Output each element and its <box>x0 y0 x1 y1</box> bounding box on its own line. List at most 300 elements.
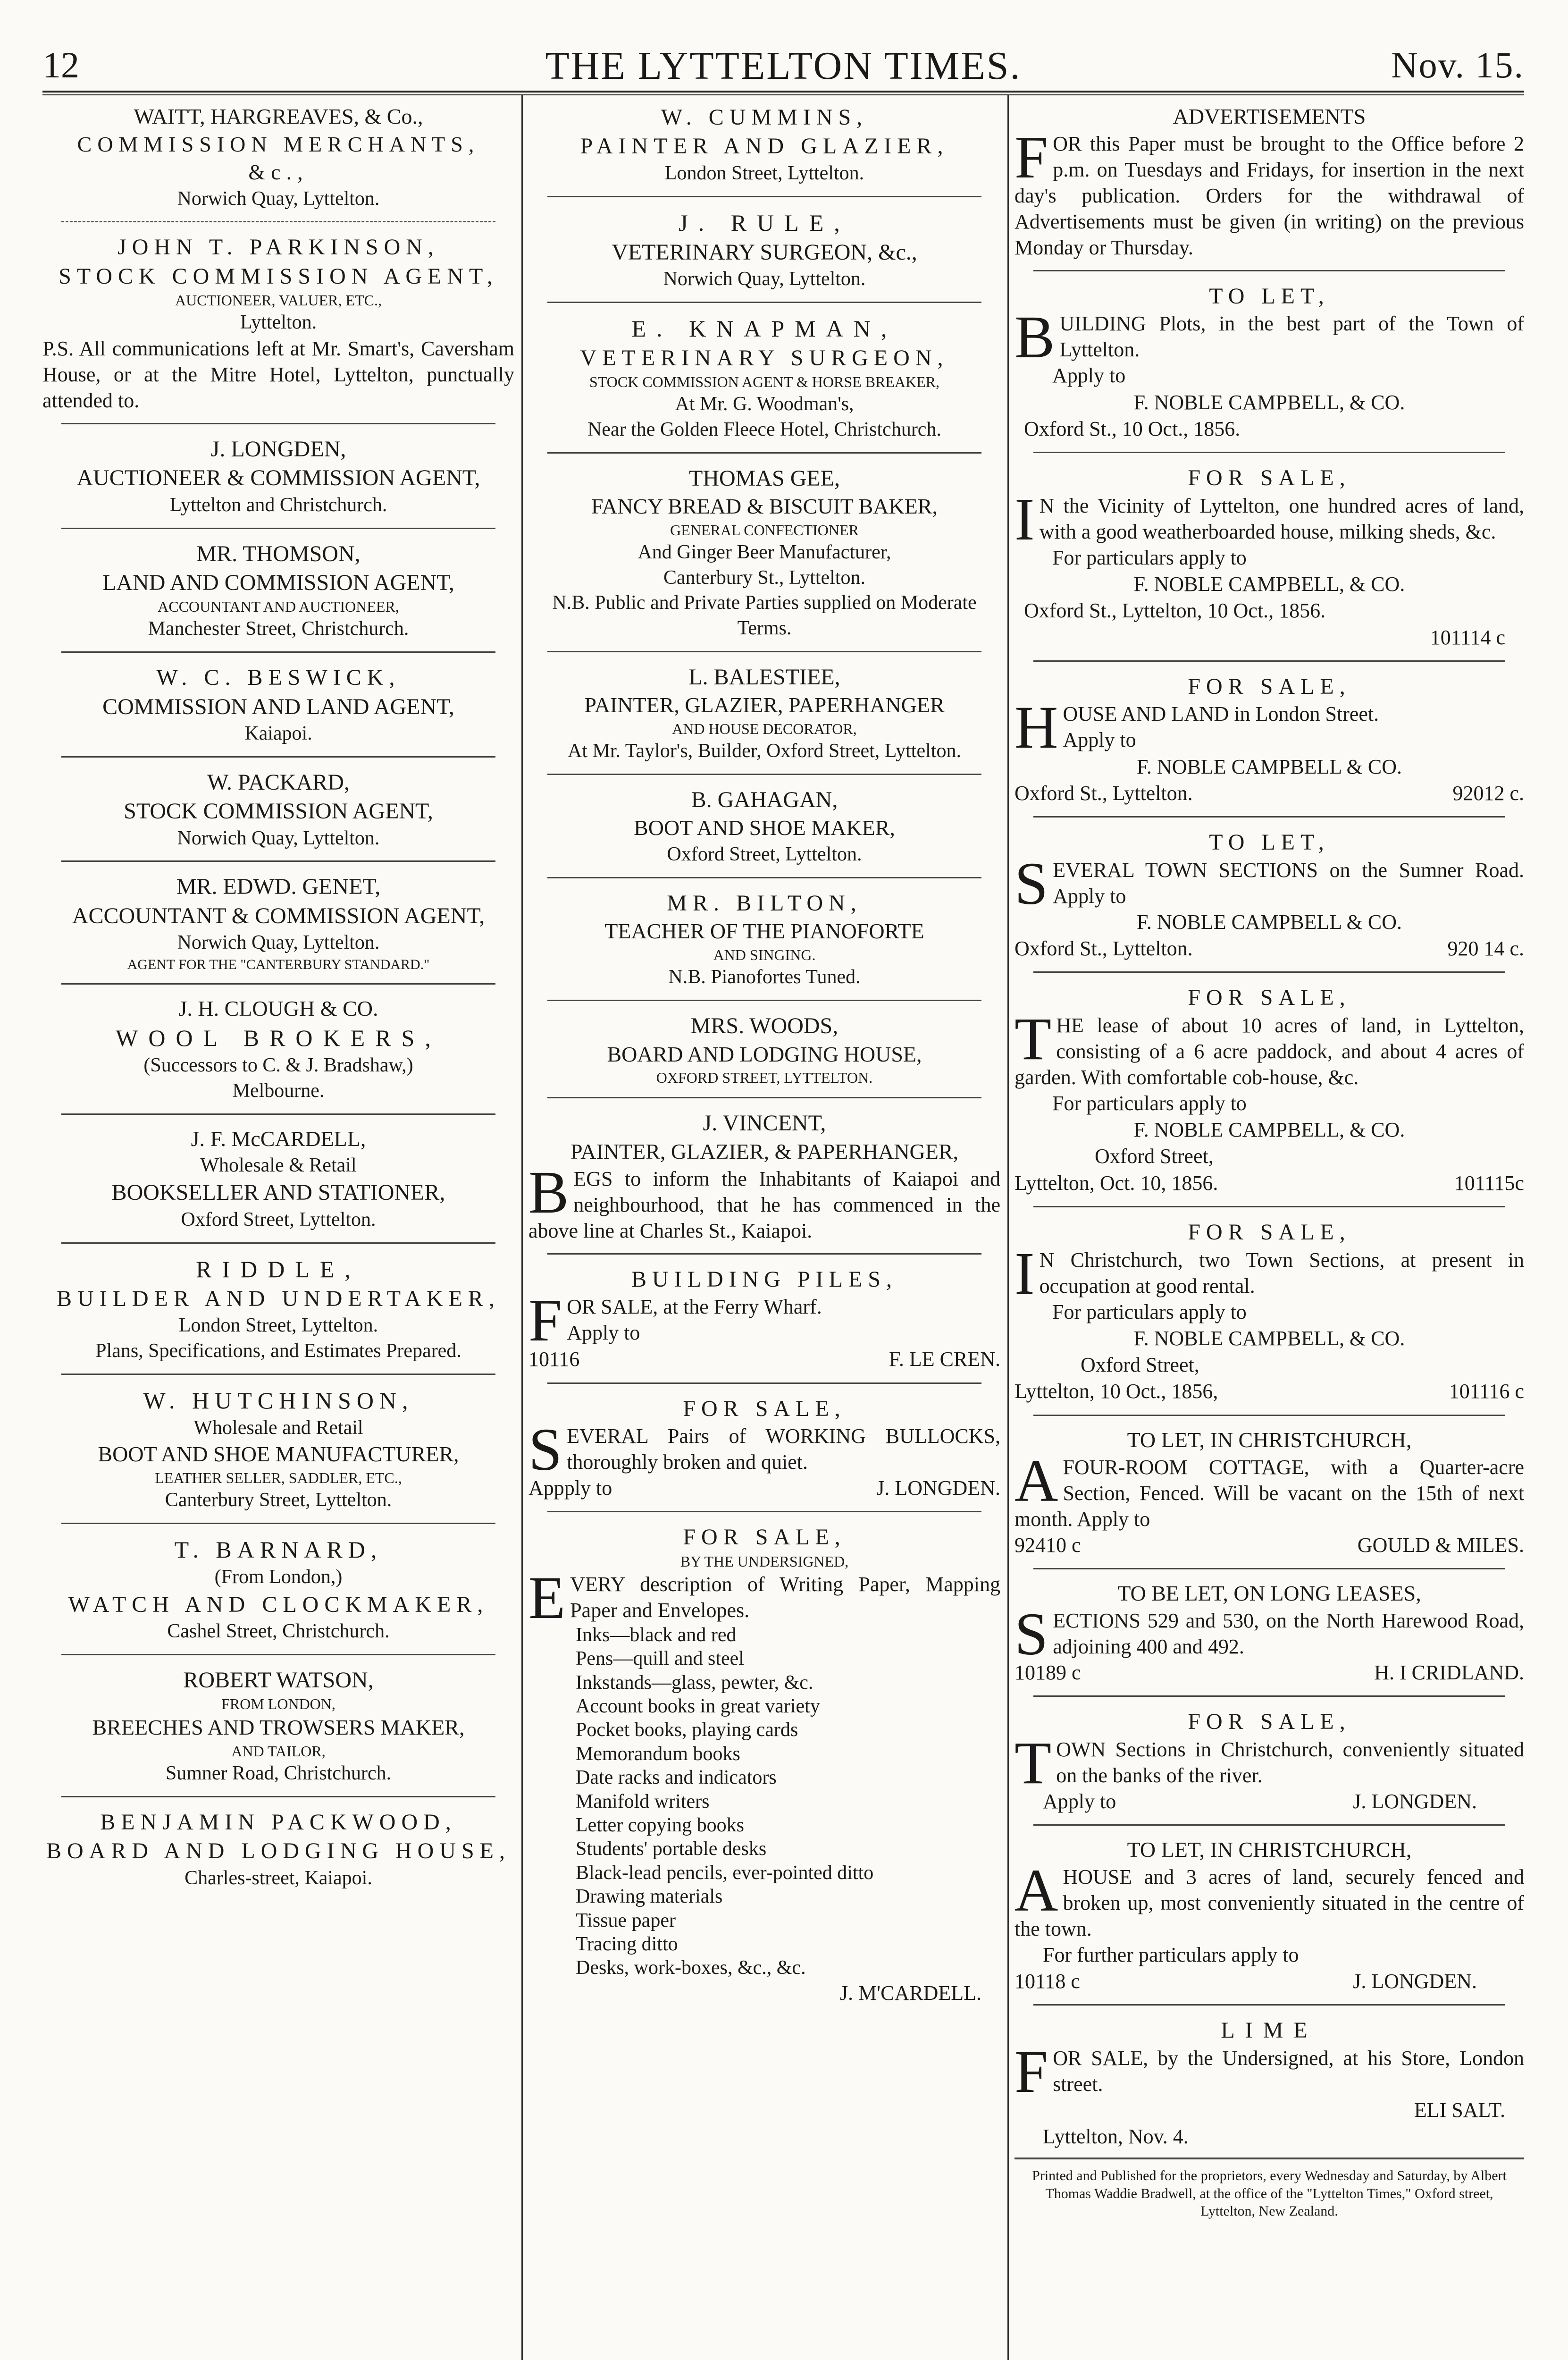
ad-watson <box>42 1662 514 1791</box>
ad-advertisements-notice <box>1015 99 1524 265</box>
ad-separator <box>1033 971 1505 973</box>
ad-separator <box>547 1382 981 1384</box>
ad-address: Lyttelton and Christchurch. <box>169 494 387 516</box>
ad-small-caps: FROM LONDON, <box>221 1695 335 1713</box>
ad-separator <box>61 1523 495 1524</box>
ad-heading: FOR SALE, <box>1188 1709 1351 1735</box>
ad-signature: J. LONGDEN. <box>1353 1970 1477 1993</box>
list-item: Date racks and indicators <box>576 1767 777 1789</box>
ad-small-caps: GENERAL CONFECTIONER <box>670 522 859 539</box>
list-item: Memorandum books <box>576 1743 740 1765</box>
ad-separator <box>547 1097 981 1098</box>
ad-bullocks <box>528 1391 1000 1507</box>
ad-number: 10118 c <box>1015 1970 1080 1993</box>
ad-heading: J. LONGDEN, <box>210 436 346 462</box>
ad-signature: F. NOBLE CAMPBELL, & CO. <box>1133 573 1405 596</box>
ad-separator <box>1033 1415 1505 1416</box>
ad-small-caps: ACCOUNTANT AND AUCTIONEER, <box>158 598 399 615</box>
ad-apply: Apply to <box>567 1321 640 1345</box>
ad-apply: Apply to <box>1043 1789 1116 1813</box>
drop-cap: I <box>1015 485 1035 553</box>
ad-separator <box>1033 1568 1505 1569</box>
ad-hutchinson <box>42 1382 514 1518</box>
ad-footer-row <box>1015 1968 1524 1995</box>
ad-body: Wholesale & Retail <box>200 1154 357 1176</box>
ad-small-caps: AND TAILOR, <box>231 1743 326 1760</box>
ad-body: And Ginger Beer Manufacturer, <box>637 541 891 563</box>
ad-footer-row <box>528 1475 1000 1501</box>
list-item: Manifold writers <box>576 1790 710 1812</box>
ad-small-caps: LEATHER SELLER, SADDLER, ETC., <box>155 1469 402 1487</box>
list-item: Tracing ditto <box>576 1933 678 1955</box>
ad-body: UILDING Plots, in the best part of the Town of Lyttelton. <box>1059 312 1524 362</box>
ad-number: 92410 c <box>1015 1533 1081 1557</box>
ad-number: 101115c <box>1454 1171 1524 1195</box>
ad-separator <box>1033 1206 1505 1207</box>
ad-address: Norwich Quay, Lyttelton. <box>177 827 380 849</box>
ad-heading: RIDDLE, <box>196 1256 361 1282</box>
ad-signature: J. LONGDEN. <box>876 1476 1000 1500</box>
ad-subheading: STOCK COMMISSION AGENT, <box>59 263 498 289</box>
column-divider <box>521 94 523 2360</box>
ad-thomson <box>42 536 514 647</box>
ad-footer-row <box>528 1346 1000 1373</box>
ad-subheading: BOOKSELLER AND STATIONER, <box>111 1180 445 1205</box>
drop-cap: S <box>1015 1600 1048 1668</box>
ad-subheading: TEACHER OF THE PIANOFORTE <box>604 919 924 944</box>
ad-rule <box>528 204 1000 297</box>
ad-separator <box>1033 2004 1505 2006</box>
ad-beswick <box>42 659 514 751</box>
ad-body: EVERAL Pairs of WORKING BULLOCKS, thoroughly broken and quiet. <box>567 1424 1000 1474</box>
ad-separator <box>547 1511 981 1512</box>
ad-small-caps: STOCK COMMISSION AGENT & HORSE BREAKER, <box>589 373 940 391</box>
ad-body-block <box>1015 850 1524 917</box>
ad-clough <box>42 991 514 1108</box>
ad-heading: E. KNAPMAN, <box>631 315 897 342</box>
drop-cap: A <box>1015 1447 1058 1514</box>
ad-separator <box>1033 816 1505 818</box>
ad-small-caps: AUCTIONEER, VALUER, ETC., <box>175 292 382 309</box>
ad-footer-row <box>1015 936 1524 962</box>
ad-body-block <box>1015 1239 1524 1307</box>
ad-building-plots <box>1015 278 1524 447</box>
ad-heading: J. VINCENT, <box>703 1111 826 1136</box>
ad-separator <box>61 1654 495 1655</box>
ad-separator <box>61 651 495 653</box>
ad-subheading: STOCK COMMISSION AGENT, <box>124 799 433 824</box>
drop-cap: F <box>1015 2038 1048 2105</box>
ad-subheading: ACCOUNTANT & COMMISSION AGENT, <box>72 903 485 928</box>
ad-heading: TO LET, IN CHRISTCHURCH, <box>1127 1837 1412 1862</box>
ad-heading: B. GAHAGAN, <box>691 787 838 812</box>
ad-body: At Mr. G. Woodman's, <box>675 393 854 415</box>
ad-separator <box>547 1000 981 1001</box>
ad-body-block <box>1015 2038 1524 2105</box>
ad-body: (From London,) <box>214 1566 343 1588</box>
list-item: Account books in great variety <box>576 1695 820 1718</box>
ad-heading: FOR SALE, <box>1188 985 1351 1011</box>
ad-address: Manchester Street, Christchurch. <box>148 618 409 640</box>
ad-separator <box>61 1113 495 1115</box>
ad-christchurch-sections <box>1015 1214 1524 1410</box>
ad-riddle <box>42 1250 514 1369</box>
ad-footer-row <box>1015 1378 1524 1405</box>
ad-date: Lyttelton, Oct. 10, 1856. <box>1015 1171 1218 1195</box>
ad-address: Cashel Street, Christchurch. <box>167 1620 390 1643</box>
ad-body: HOUSE and 3 acres of land, securely fenced and broken up, most conveniently situated in the centre of the town. <box>1015 1865 1524 1940</box>
ad-small-caps: AND HOUSE DECORATOR, <box>672 720 857 738</box>
list-item: Inks—black and red <box>576 1624 737 1646</box>
drop-cap: E <box>528 1564 566 1631</box>
ad-body-block <box>1015 1856 1524 1942</box>
ad-separator <box>61 528 495 529</box>
ad-address: At Mr. Taylor's, Builder, Oxford Street, Lyttelton. <box>568 740 961 762</box>
ad-house-land <box>1015 668 1524 811</box>
ad-number: 10116 <box>528 1348 580 1371</box>
ad-heading: THOMAS GEE, <box>689 465 840 491</box>
ad-address: Near the Golden Fleece Hotel, Christchurch. <box>587 418 941 440</box>
ad-separator <box>61 1374 495 1375</box>
ad-date: Oxford St., Lyttelton. <box>1015 782 1193 805</box>
list-item: Desks, work-boxes, &c., &c. <box>576 1957 806 1979</box>
ad-heading: FOR SALE, <box>683 1525 846 1550</box>
ad-sumner-sections <box>1015 824 1524 967</box>
ad-body-block <box>1015 123 1524 261</box>
ad-separator <box>547 302 981 303</box>
ad-vicinity <box>1015 460 1524 656</box>
ad-heading: MR. BILTON, <box>667 891 862 916</box>
ad-signature: ELI SALT. <box>1414 2098 1505 2122</box>
ad-number: 92012 c. <box>1452 782 1524 805</box>
newspaper-title: THE LYTTELTON TIMES. <box>545 44 1022 88</box>
drop-cap: F <box>528 1287 562 1354</box>
ad-writing-paper <box>528 1519 1000 2011</box>
ad-heading: T. BARNARD, <box>174 1536 383 1563</box>
ad-house-acres <box>1015 1832 1524 2000</box>
ad-address: Oxford Street, Lyttelton. <box>667 843 862 866</box>
ad-subheading: PAINTER, GLAZIER, PAPERHANGER <box>584 693 945 717</box>
ad-date: Oxford St., Lyttelton, 10 Oct., 1856. <box>1024 599 1326 623</box>
ad-signature: GOULD & MILES. <box>1357 1533 1524 1557</box>
ad-signature: F. NOBLE CAMPBELL, & CO. <box>1133 1118 1405 1142</box>
ad-heading: FOR SALE, <box>1188 465 1351 491</box>
ad-signature: F. NOBLE CAMPBELL, & CO. <box>1133 390 1405 414</box>
ad-body-block <box>1015 1729 1524 1796</box>
ad-heading: LIME <box>1221 2018 1318 2043</box>
ad-heading: WAITT, HARGREAVES, & Co., <box>134 104 423 128</box>
ad-body-block <box>528 1158 1000 1244</box>
ad-balestiee <box>528 659 1000 769</box>
ad-signature: H. I CRIDLAND. <box>1374 1660 1524 1684</box>
ad-separator <box>547 1253 981 1255</box>
drop-cap: A <box>1015 1856 1058 1924</box>
ad-heading: FOR SALE, <box>1188 674 1351 699</box>
drop-cap: B <box>528 1158 569 1226</box>
ad-separator <box>1033 452 1505 453</box>
ad-heading: BUILDING PILES, <box>631 1266 897 1292</box>
ad-body: HE lease of about 10 acres of land, in Lyttelton, consisting of a 6 acre paddock, and about 4 acres of garden. With comfortable cob-house, &c. <box>1015 1013 1524 1089</box>
list-item: Pens—quill and steel <box>576 1648 744 1670</box>
ad-subheading: VETERINARY SURGEON, <box>580 345 949 371</box>
ad-separator <box>61 221 495 222</box>
ad-heading: TO BE LET, ON LONG LEASES, <box>1117 1581 1421 1605</box>
ad-apply: For particulars apply to <box>1052 546 1247 569</box>
ad-gee <box>528 460 1000 646</box>
ad-heading: TO LET, IN CHRISTCHURCH, <box>1127 1427 1412 1452</box>
issue-date: Nov. 15. <box>1391 44 1524 85</box>
ad-subheading: WATCH AND CLOCKMAKER, <box>68 1592 489 1617</box>
ad-body: OWN Sections in Christchurch, conveniently situated on the banks of the river. <box>1056 1737 1524 1787</box>
ad-body: OR SALE, by the Undersigned, at his Store, London street. <box>1053 2046 1524 2096</box>
ad-number: 101114 c <box>1430 625 1505 649</box>
item-list <box>528 1623 1000 1980</box>
ad-heading: J. F. McCARDELL, <box>191 1126 366 1151</box>
ad-subheading: WOOL BROKERS, <box>116 1025 441 1052</box>
ad-subheading: LAND AND COMMISSION AGENT, <box>102 570 454 596</box>
ad-town-sections-river <box>1015 1703 1524 1820</box>
ad-heading: JOHN T. PARKINSON, <box>117 235 439 260</box>
ad-footer-row <box>1015 1788 1524 1815</box>
ad-footer-row <box>1015 1532 1524 1559</box>
ad-mccardell <box>42 1121 514 1238</box>
ad-subheading: BREECHES AND TROWSERS MAKER, <box>92 1715 465 1740</box>
ad-signature: J. M'CARDELL. <box>839 1981 981 2005</box>
ad-separator <box>61 860 495 862</box>
ad-apply: Apply to <box>1063 728 1136 752</box>
list-item: Inkstands—glass, pewter, &c. <box>576 1671 813 1694</box>
ad-apply: Appply to <box>528 1476 612 1500</box>
imprint-rule <box>1015 2158 1524 2159</box>
ad-building-piles <box>528 1261 1000 1378</box>
ad-small-caps: AGENT FOR THE "CANTERBURY STANDARD." <box>127 957 430 973</box>
ad-heading: TO LET, <box>1209 283 1330 309</box>
ad-parkinson <box>42 229 514 418</box>
ad-body: OR SALE, at the Ferry Wharf. <box>567 1295 822 1319</box>
drop-cap: T <box>1015 1729 1052 1796</box>
ad-note: N.B. Pianofortes Tuned. <box>668 966 861 988</box>
ad-heading: BENJAMIN PACKWOOD, <box>100 1809 457 1835</box>
ad-small-caps: BY THE UNDERSIGNED, <box>680 1552 849 1570</box>
ad-body-block <box>528 1564 1000 1631</box>
ad-subheading: COMMISSION AND LAND AGENT, <box>102 694 454 719</box>
ad-subheading: COMMISSION MERCHANTS, &c., <box>77 132 480 184</box>
ad-gahagan <box>528 782 1000 872</box>
ad-body: (Successors to C. & J. Bradshaw,) <box>143 1054 413 1077</box>
ad-subheading: VETERINARY SURGEON, &c., <box>612 239 917 265</box>
ad-heading: W. CUMMINS, <box>661 105 868 130</box>
ad-heading: L. BALESTIEE, <box>688 664 840 690</box>
ad-number: 10189 c <box>1015 1660 1081 1684</box>
drop-cap: F <box>1015 123 1048 191</box>
column-1 <box>42 99 514 1896</box>
ad-vincent <box>528 1105 1000 1248</box>
ad-address: Kaiapoi. <box>244 723 312 745</box>
list-item: Tissue paper <box>576 1909 676 1931</box>
ad-separator <box>1033 270 1505 271</box>
ad-separator <box>61 756 495 758</box>
ad-address: Charles-street, Kaiapoi. <box>184 1867 372 1889</box>
ad-separator <box>61 983 495 985</box>
ad-apply: For further particulars apply to <box>1043 1943 1299 1966</box>
ad-address: London Street, Lyttelton. <box>178 1315 378 1337</box>
ad-body: Wholesale and Retail <box>193 1416 363 1439</box>
ad-genet <box>42 868 514 978</box>
page-number: 12 <box>42 44 79 85</box>
ad-long-leases <box>1015 1576 1524 1691</box>
list-item: Black-lead pencils, ever-pointed ditto <box>576 1862 874 1884</box>
ad-packard <box>42 764 514 856</box>
ad-body: Plans, Specifications, and Estimates Prepared. <box>95 1340 461 1362</box>
ad-body: EGS to inform the Inhabitants of Kaiapoi and neighbourhood, that he has commenced in the above line at Charles St., Kaiapoi. <box>528 1167 1000 1242</box>
drop-cap: S <box>1015 850 1048 917</box>
header-rule <box>42 91 1524 93</box>
ad-separator <box>61 1242 495 1244</box>
ad-small-caps: AND SINGING. <box>713 946 816 964</box>
ad-separator <box>61 1796 495 1797</box>
ad-body: ECTIONS 529 and 530, on the North Harewood Road, adjoining 400 and 492. <box>1053 1609 1524 1658</box>
ad-lime <box>1015 2012 1524 2155</box>
ad-subheading: BOARD AND LODGING HOUSE, <box>607 1042 922 1066</box>
ad-body: N Christchurch, two Town Sections, at present in occupation at good rental. <box>1039 1248 1524 1298</box>
ad-heading: ROBERT WATSON, <box>183 1667 374 1693</box>
ad-body-block <box>1015 1447 1524 1532</box>
ad-date: Lyttelton, 10 Oct., 1856, <box>1015 1380 1218 1403</box>
ad-footer-row <box>1015 1170 1524 1197</box>
ad-address: Oxford Street, <box>1081 1353 1199 1377</box>
ad-subheading: BOOT AND SHOE MAKER, <box>634 816 895 840</box>
ad-separator <box>547 774 981 775</box>
ad-address: Oxford Street, Lyttelton. <box>181 1208 376 1231</box>
ad-apply: For particulars apply to <box>1052 1091 1247 1115</box>
ad-address: Norwich Quay, Lyttelton. <box>663 268 866 290</box>
ad-subheading: BOARD AND LODGING HOUSE, <box>46 1838 511 1864</box>
ad-small-caps: OXFORD STREET, LYTTELTON. <box>656 1069 873 1087</box>
ad-separator <box>547 196 981 197</box>
ad-separator <box>1033 660 1505 662</box>
ad-note: N.B. Public and Private Parties supplied on Moderate Terms. <box>552 592 977 640</box>
drop-cap: I <box>1015 1239 1035 1307</box>
ad-heading: W. C. BESWICK, <box>156 665 401 691</box>
drop-cap: B <box>1015 303 1055 371</box>
ad-separator <box>547 651 981 652</box>
ad-body-block <box>1015 1600 1524 1668</box>
ad-address: Canterbury Street, Lyttelton. <box>165 1489 392 1511</box>
ad-body: P.S. All communications left at Mr. Smart's, Caversham House, or at the Mitre Hotel, Lyttelton, punctually attended to. <box>42 337 514 412</box>
drop-cap: S <box>528 1416 562 1483</box>
ad-heading: J. H. CLOUGH & CO. <box>178 996 378 1021</box>
ad-address: Norwich Quay, Lyttelton. <box>177 932 380 954</box>
ad-separator <box>1033 1695 1505 1697</box>
ad-body: N the Vicinity of Lyttelton, one hundred acres of land, with a good weatherboarded house, milking sheds, &c. <box>1039 494 1524 543</box>
page-header <box>42 26 1524 87</box>
ad-heading: ADVERTISEMENTS <box>1173 104 1366 128</box>
ad-address: Sumner Road, Christchurch. <box>165 1762 392 1785</box>
ad-cummins <box>528 99 1000 191</box>
ad-body: OR this Paper must be brought to the Office before 2 p.m. on Tuesdays and Fridays, for insertion in the next day's publication. Orders for the withdrawal of Advertisements must be given (in writing) on the previous Monday or Thursday. <box>1015 132 1524 259</box>
list-item: Drawing materials <box>576 1886 723 1908</box>
ad-subheading: PAINTER, GLAZIER, & PAPERHANGER, <box>570 1139 959 1163</box>
ad-body-block <box>1015 1005 1524 1090</box>
ad-heading: J. RULE, <box>679 209 850 236</box>
ad-address: Norwich Quay, Lyttelton. <box>177 187 380 210</box>
ad-signature: F. NOBLE CAMPBELL & CO. <box>1136 910 1402 934</box>
ad-signature: F. NOBLE CAMPBELL & CO. <box>1136 755 1402 778</box>
ad-cottage <box>1015 1423 1524 1563</box>
ad-knapman <box>528 310 1000 447</box>
drop-cap: T <box>1015 1005 1052 1072</box>
ad-separator <box>547 452 981 454</box>
ad-signature: F. LE CREN. <box>889 1348 1000 1371</box>
ad-heading: MR. EDWD. GENET, <box>176 874 381 900</box>
ad-signature: J. LONGDEN. <box>1353 1789 1477 1813</box>
ad-heading: FOR SALE, <box>1188 1220 1351 1245</box>
ad-body: VERY description of Writing Paper, Mapping Paper and Envelopes. <box>570 1572 1000 1622</box>
list-item: Letter copying books <box>576 1814 744 1836</box>
ad-address: Oxford Street, <box>1095 1145 1214 1168</box>
ad-date: Oxford St., 10 Oct., 1856. <box>1024 417 1241 440</box>
ad-body-block <box>1015 485 1524 553</box>
ad-heading: MR. THOMSON, <box>196 541 361 566</box>
ad-address: London Street, Lyttelton. <box>664 162 864 184</box>
ad-number: 101116 c <box>1449 1380 1524 1403</box>
drop-cap: H <box>1015 694 1058 761</box>
ad-body: EVERAL TOWN SECTIONS on the Sumner Road. Apply to <box>1053 858 1524 908</box>
ad-subheading: BUILDER AND UNDERTAKER, <box>57 1286 500 1311</box>
ad-heading: FOR SALE, <box>683 1396 846 1421</box>
ad-subheading: PAINTER AND GLAZIER, <box>580 134 949 159</box>
ad-longden <box>42 431 514 523</box>
ad-date: Oxford St., Lyttelton. <box>1015 937 1193 961</box>
ad-subheading: AUCTIONEER & COMMISSION AGENT, <box>76 465 480 491</box>
ad-separator <box>61 423 495 424</box>
ad-body: FOUR-ROOM COTTAGE, with a Quarter-acre Section, Fenced. Will be vacant on the 15th of next month. Apply to <box>1015 1455 1524 1531</box>
ad-heading: W. HUTCHINSON, <box>143 1387 414 1414</box>
ad-barnard <box>42 1531 514 1649</box>
column-3 <box>1015 99 1524 2225</box>
ad-separator <box>547 877 981 878</box>
ad-separator <box>1033 1824 1505 1826</box>
ad-date: Lyttelton, Nov. 4. <box>1043 2125 1189 2149</box>
ad-subheading: BOOT AND SHOE MANUFACTURER, <box>98 1442 459 1467</box>
ad-waitt <box>42 99 514 216</box>
ad-apply: For particulars apply to <box>1052 1300 1247 1323</box>
ad-woods <box>528 1008 1000 1092</box>
ad-heading: W. PACKARD, <box>207 769 350 795</box>
printer-imprint: Printed and Published for the proprietors, every Wednesday and Saturday, by Albert Thomas Waddie Bradwell, at the office of the "Lyttelton Times," Oxford street, Lyttelton, New Zealand. <box>1032 2168 1507 2219</box>
ad-packwood <box>42 1804 514 1896</box>
list-item: Students' portable desks <box>576 1838 767 1860</box>
ad-address: Canterbury St., Lyttelton. <box>663 566 866 589</box>
header-rule-thin <box>42 94 1524 95</box>
ad-address: Lyttelton. <box>240 312 317 334</box>
list-item: Pocket books, playing cards <box>576 1719 798 1741</box>
ad-body: OUSE AND LAND in London Street. <box>1063 702 1379 726</box>
ad-heading: TO LET, <box>1209 830 1330 855</box>
column-divider <box>1007 94 1009 2360</box>
ad-body-block <box>528 1416 1000 1483</box>
ad-number: 920 14 c. <box>1447 937 1524 961</box>
ad-body-block <box>1015 303 1524 371</box>
ad-lease <box>1015 979 1524 1201</box>
ad-footer-row <box>1015 780 1524 807</box>
ad-bilton <box>528 885 1000 995</box>
ad-address: Melbourne. <box>232 1080 325 1102</box>
ad-apply: Apply to <box>1052 364 1126 388</box>
ad-subheading: FANCY BREAD & BISCUIT BAKER, <box>591 494 938 519</box>
ad-signature: F. NOBLE CAMPBELL, & CO. <box>1133 1326 1405 1350</box>
column-2 <box>528 99 1000 2011</box>
